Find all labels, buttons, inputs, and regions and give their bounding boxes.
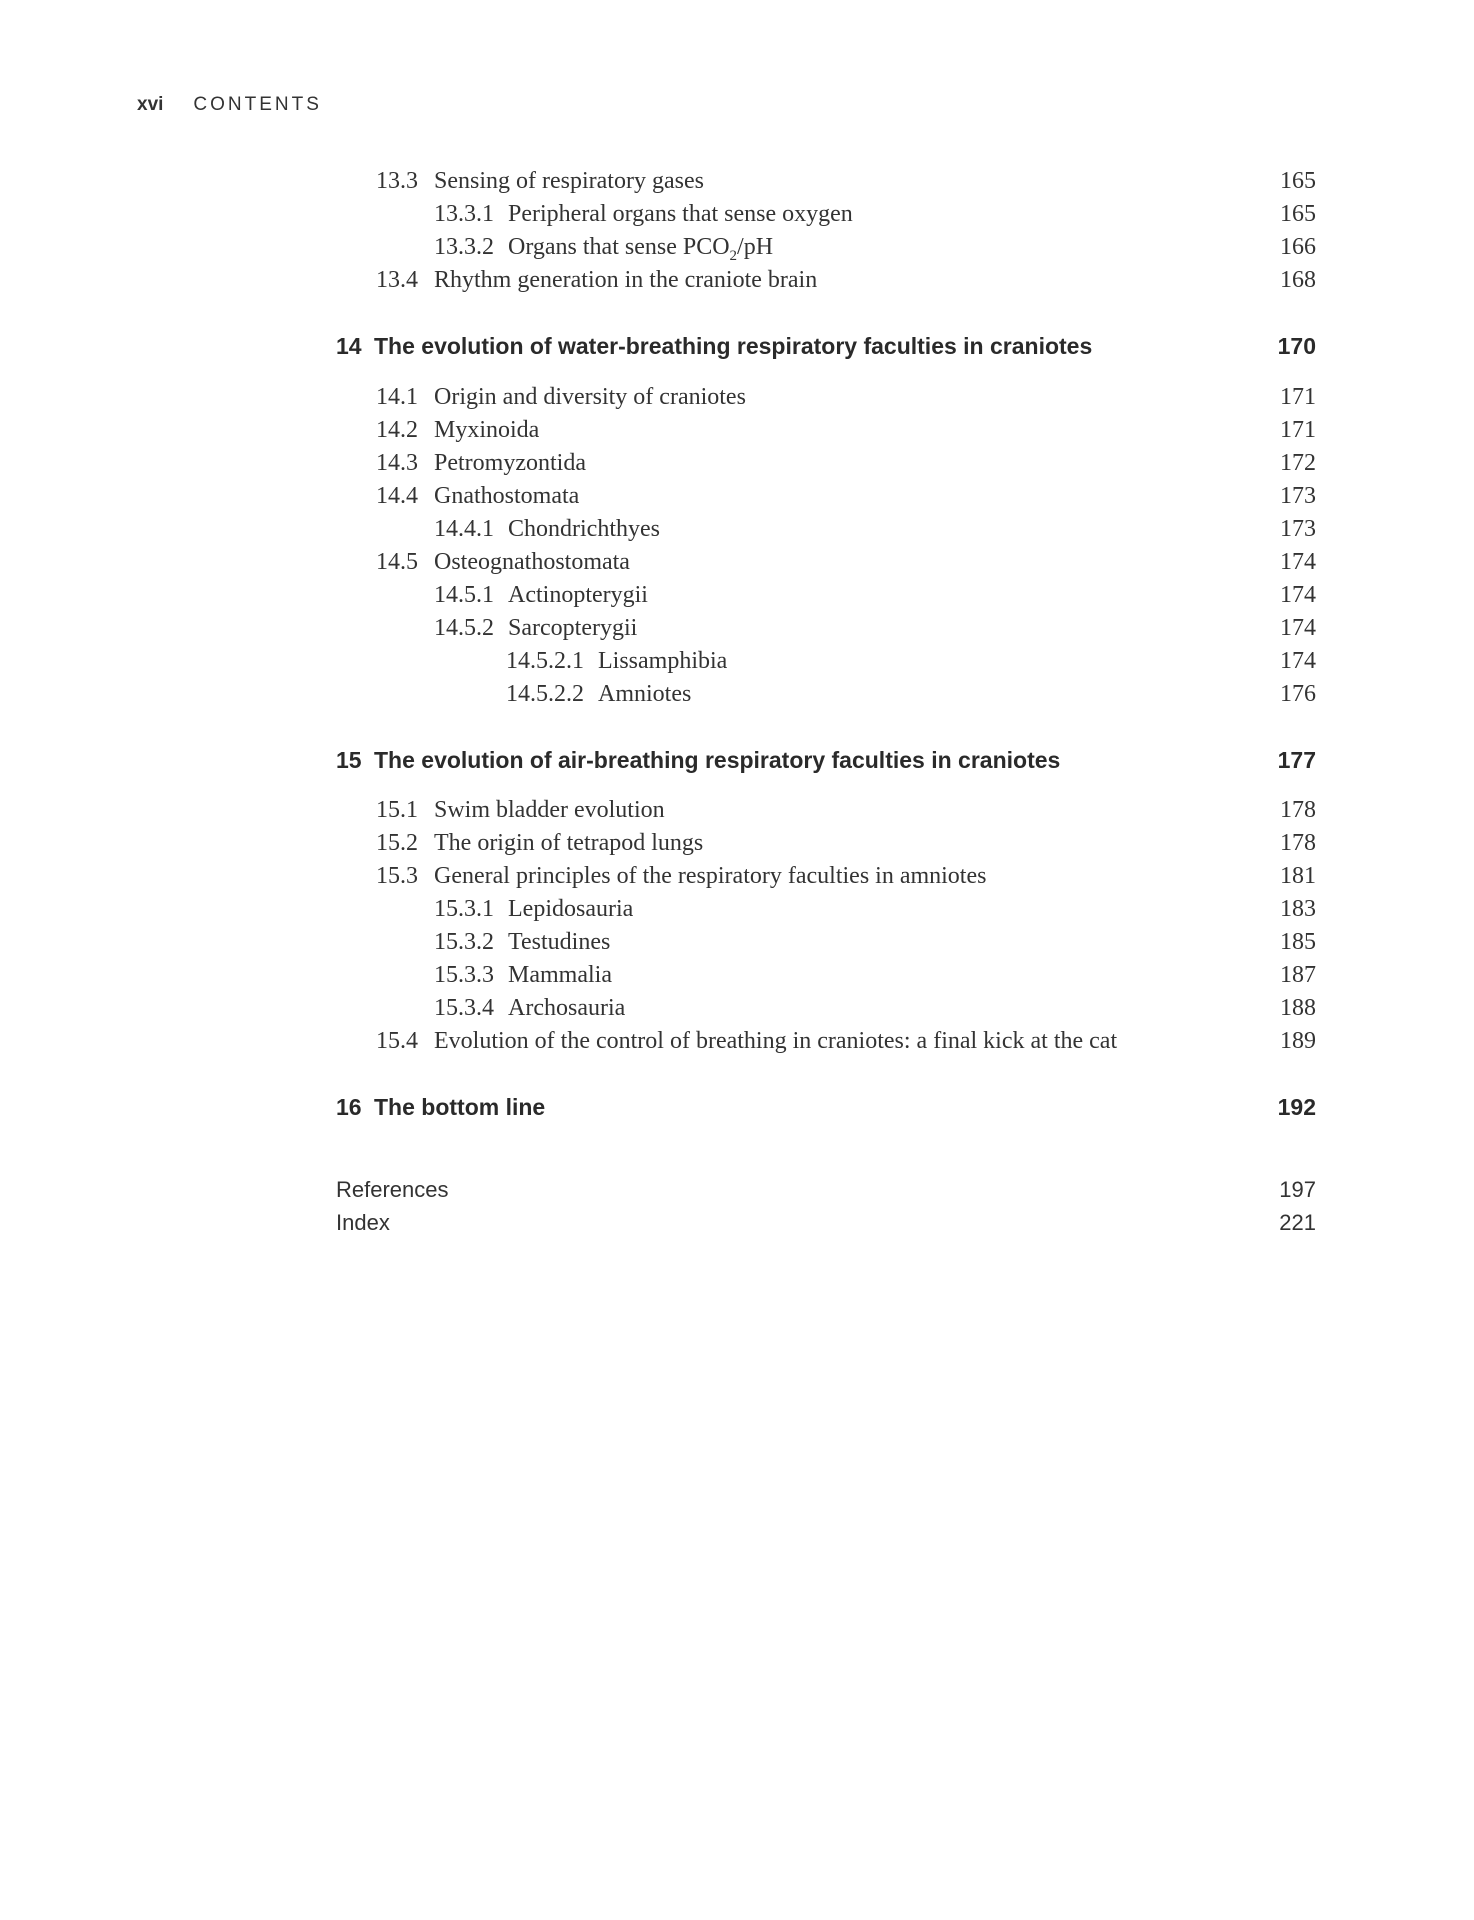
index-title: Index: [336, 1210, 390, 1235]
toc-entry[interactable]: [336, 648, 1316, 680]
chapter-number: 14: [336, 333, 362, 359]
entry-title: [508, 234, 1316, 264]
entry-page: 176: [1280, 681, 1316, 707]
entry-number: 15.3.3: [434, 962, 494, 988]
toc-entry[interactable]: [336, 450, 1316, 482]
toc-entry[interactable]: [336, 267, 1316, 299]
toc-entry[interactable]: [336, 1028, 1316, 1060]
entry-number: 14.5.2.1: [506, 648, 584, 674]
subscript: 2: [729, 247, 738, 264]
entry-number: 14.5: [376, 549, 418, 575]
entry-title: Myxinoida: [434, 417, 540, 443]
table-of-contents: [336, 0, 1316, 1920]
entry-title: Archosauria: [508, 995, 626, 1021]
toc-chapter[interactable]: [336, 1094, 1316, 1126]
entry-title: Petromyzontida: [434, 450, 586, 476]
toc-entry[interactable]: [336, 549, 1316, 581]
entry-page: 171: [1280, 417, 1316, 443]
chapter-number: 16: [336, 1094, 362, 1120]
running-head: [137, 94, 322, 116]
toc-chapter[interactable]: [336, 747, 1316, 779]
toc-entry[interactable]: [336, 234, 1316, 266]
toc-entry[interactable]: [336, 201, 1316, 233]
toc-entry[interactable]: [336, 615, 1316, 647]
toc-entry[interactable]: [336, 681, 1316, 713]
running-title: CONTENTS: [193, 94, 322, 115]
toc-entry[interactable]: [336, 516, 1316, 548]
title-suffix: /pH: [737, 234, 774, 260]
entry-page: 183: [1280, 896, 1316, 922]
entry-title: Peripheral organs that sense oxygen: [508, 201, 853, 227]
entry-number: 15.3: [376, 863, 418, 889]
entry-page: 174: [1280, 549, 1316, 575]
chapter-page: 170: [1277, 333, 1316, 359]
entry-title: Sarcopterygii: [508, 615, 638, 641]
entry-number: 15.4: [376, 1028, 418, 1054]
chapter-number: 15: [336, 747, 362, 773]
entry-number: 14.3: [376, 450, 418, 476]
toc-chapter[interactable]: [336, 333, 1316, 365]
entry-title: The origin of tetrapod lungs: [434, 830, 704, 856]
entry-title: Chondrichthyes: [508, 516, 660, 542]
entry-number: 14.5.2.2: [506, 681, 584, 707]
entry-number: 15.3.1: [434, 896, 494, 922]
entry-page: 189: [1280, 1028, 1316, 1054]
entry-number: 13.3.2: [434, 234, 494, 260]
entry-page: 168: [1280, 267, 1316, 293]
chapter-page: 192: [1277, 1094, 1316, 1120]
entry-page: 165: [1280, 201, 1316, 227]
toc-entry[interactable]: [336, 384, 1316, 416]
entry-title: Actinopterygii: [508, 582, 648, 608]
chapter-title: The bottom line: [374, 1094, 546, 1120]
entry-number: 15.2: [376, 830, 418, 856]
entry-page: 178: [1280, 797, 1316, 823]
toc-index[interactable]: [336, 1210, 1316, 1242]
entry-page: 173: [1280, 483, 1316, 509]
entry-title: General principles of the respiratory faculties in amniotes: [434, 863, 987, 889]
toc-entry[interactable]: [336, 417, 1316, 449]
entry-page: 178: [1280, 830, 1316, 856]
page-folio: xvi: [137, 94, 164, 115]
entry-page: 188: [1280, 995, 1316, 1021]
entry-number: 14.1: [376, 384, 418, 410]
toc-entry[interactable]: [336, 929, 1316, 961]
index-page: 221: [1279, 1210, 1316, 1235]
toc-entry[interactable]: [336, 483, 1316, 515]
entry-number: 14.5.2: [434, 615, 494, 641]
entry-page: 171: [1280, 384, 1316, 410]
entry-number: 15.1: [376, 797, 418, 823]
toc-entry[interactable]: [336, 582, 1316, 614]
entry-page: 173: [1280, 516, 1316, 542]
chapter-title: The evolution of air-breathing respiratory faculties in craniotes: [374, 747, 1061, 773]
entry-page: 166: [1280, 234, 1316, 260]
toc-entry[interactable]: [336, 168, 1316, 200]
entry-page: 174: [1280, 582, 1316, 608]
toc-entry[interactable]: [336, 830, 1316, 862]
entry-title: Testudines: [508, 929, 611, 955]
entry-page: 181: [1280, 863, 1316, 889]
entry-page: 172: [1280, 450, 1316, 476]
entry-number: 13.3: [376, 168, 418, 194]
entry-page: 185: [1280, 929, 1316, 955]
entry-number: 13.4: [376, 267, 418, 293]
entry-number: 14.4.1: [434, 516, 494, 542]
toc-entry[interactable]: [336, 995, 1316, 1027]
toc-entry[interactable]: [336, 863, 1316, 895]
entry-title: Lepidosauria: [508, 896, 634, 922]
references-page: 197: [1279, 1177, 1316, 1202]
entry-title: Evolution of the control of breathing in craniotes: a final kick at the cat: [434, 1028, 1118, 1054]
toc-entry[interactable]: [336, 797, 1316, 829]
entry-title: Mammalia: [508, 962, 612, 988]
title-main: Organs that sense PCO: [508, 234, 730, 260]
entry-title: Osteognathostomata: [434, 549, 630, 575]
entry-title: Lissamphibia: [598, 648, 728, 674]
entry-number: 14.5.1: [434, 582, 494, 608]
entry-number: 14.2: [376, 417, 418, 443]
entry-number: 13.3.1: [434, 201, 494, 227]
entry-title: Amniotes: [598, 681, 692, 707]
entry-page: 187: [1280, 962, 1316, 988]
references-title: References: [336, 1177, 449, 1202]
entry-title: Sensing of respiratory gases: [434, 168, 704, 194]
toc-references[interactable]: [336, 1177, 1316, 1209]
entry-title: Swim bladder evolution: [434, 797, 665, 823]
toc-entry[interactable]: [336, 896, 1316, 928]
chapter-title: The evolution of water-breathing respiratory faculties in craniotes: [374, 333, 1093, 359]
entry-number: 14.4: [376, 483, 418, 509]
entry-number: 15.3.2: [434, 929, 494, 955]
entry-page: 174: [1280, 615, 1316, 641]
entry-title: Origin and diversity of craniotes: [434, 384, 746, 410]
chapter-page: 177: [1277, 747, 1316, 773]
entry-title: Gnathostomata: [434, 483, 580, 509]
entry-title: Rhythm generation in the craniote brain: [434, 267, 818, 293]
entry-page: 165: [1280, 168, 1316, 194]
toc-entry[interactable]: [336, 962, 1316, 994]
entry-number: 15.3.4: [434, 995, 494, 1021]
entry-page: 174: [1280, 648, 1316, 674]
